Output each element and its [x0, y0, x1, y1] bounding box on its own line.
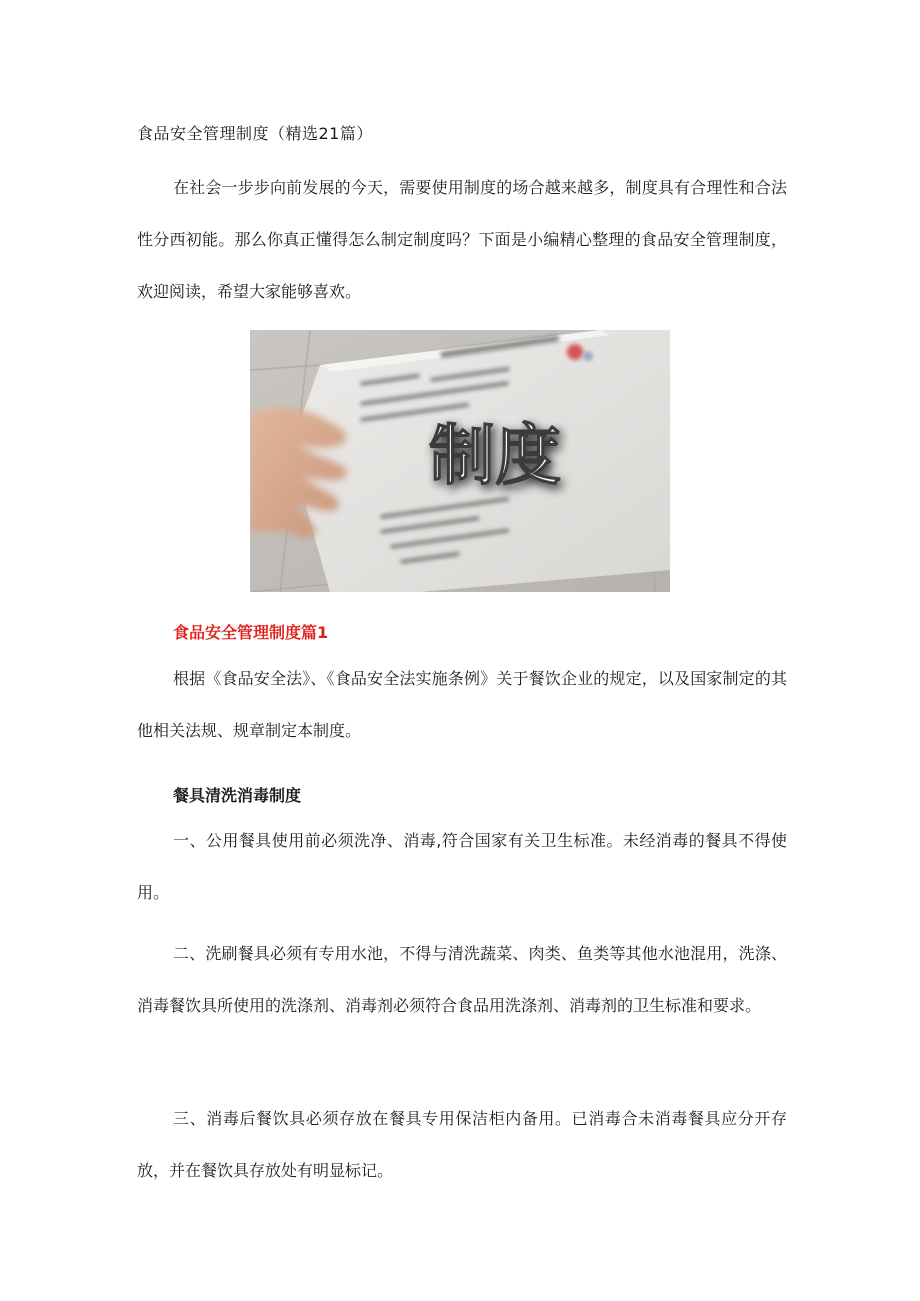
- document-title: 食品安全管理制度（精选21篇）: [137, 124, 373, 143]
- paper-in-hand-image: [250, 330, 670, 592]
- subsection-heading: 餐具清洗消毒制度: [173, 786, 302, 805]
- section-heading: 食品安全管理制度篇1: [173, 623, 329, 642]
- intro-paragraph: 在社会一步步向前发展的今天，需要使用制度的场合越来越多，制度具有合理性和合法性分西初能。那么你真正懂得怎么制定制度吗？下面是小编精心整理的食品安全管理制度，欢迎阅读，希望大家能够喜欢。: [137, 178, 787, 301]
- document-illustration: [250, 330, 670, 592]
- rule-item-3: 三、消毒后餐饮具必须存放在餐具专用保洁柜内备用。已消毒合未消毒餐具应分开存放，并在餐饮具存放处有明显标记。: [137, 1109, 787, 1180]
- basis-paragraph: 根据《食品安全法》、《食品安全法实施条例》关于餐饮企业的规定，以及国家制定的其他相关法规、规章制定本制度。: [137, 669, 787, 740]
- rule-item-1: 一、公用餐具使用前必须洗净、消毒,符合国家有关卫生标准。未经消毒的餐具不得使用。: [137, 831, 787, 902]
- rule-item-2: 二、洗刷餐具必须有专用水池，不得与清洗蔬菜、肉类、鱼类等其他水池混用，洗涤、消毒餐饮具所使用的洗涤剂、消毒剂必须符合食品用洗涤剂、消毒剂的卫生标准和要求。: [137, 944, 787, 1015]
- image-caption-text: 制度: [429, 417, 561, 494]
